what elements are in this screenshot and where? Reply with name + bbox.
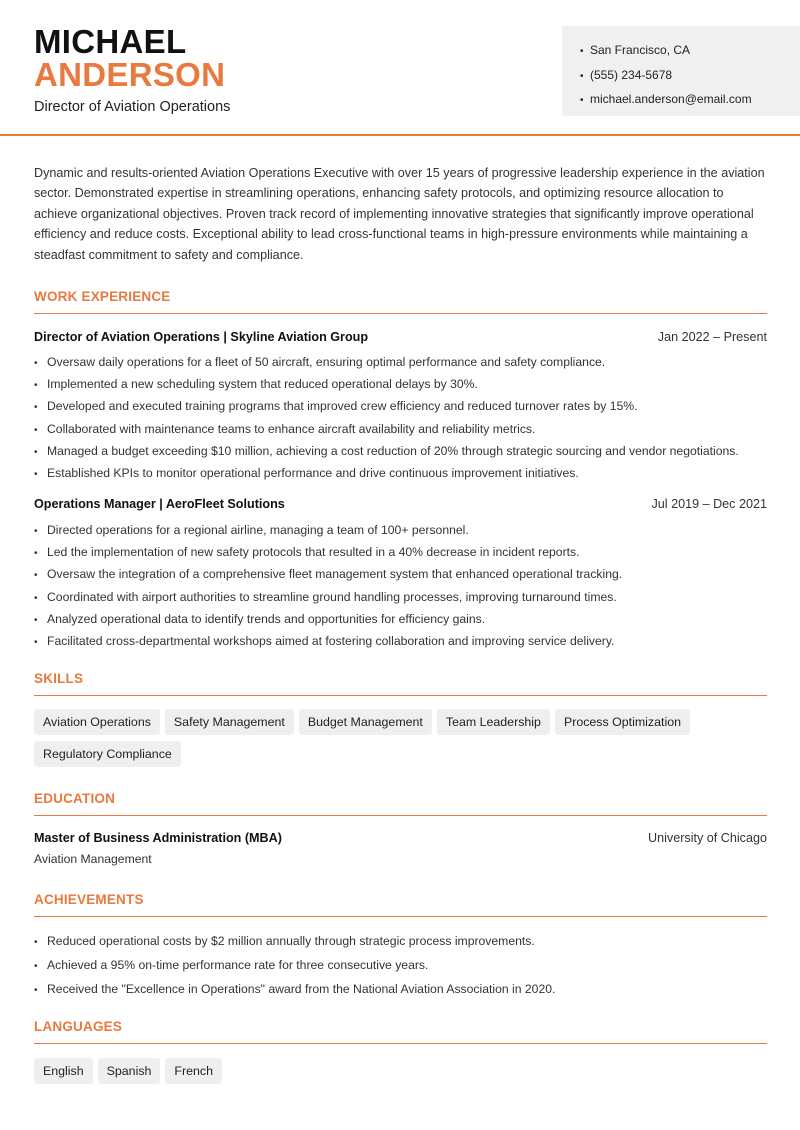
list-item: • Achieved a 95% on-time performance rate for three consecutive years. xyxy=(34,954,774,978)
bullet-icon: • xyxy=(580,95,584,106)
language-chip: English xyxy=(34,1058,93,1084)
list-item: • Implemented a new scheduling system that reduced operational delays by 30%. xyxy=(34,374,774,396)
list-item: • Received the "Excellence in Operations" award from the National Aviation Association in 2020. xyxy=(34,978,774,1002)
list-item: • Oversaw the integration of a comprehensive fleet management system that enhanced operational tracking. xyxy=(34,564,774,586)
skill-chip: Budget Management xyxy=(299,709,432,735)
summary-paragraph: Dynamic and results-oriented Aviation Operations Executive with over 15 years of progressive leadership experience in the aviation sector. Demonstrated expertise in streamlining operations, enhancing safety protocols, and optimizing resource allocation to achieve organizational objectives. Proven track record of implementing innovative strategies that significantly improve operational efficiency and reduce costs. Exceptional ability to lead cross-functional teams in high-pressure environments while maintaining a steadfast commitment to safety and compliance. xyxy=(34,166,765,262)
list-item: • Oversaw daily operations for a fleet of 50 aircraft, ensuring optimal performance and safety compliance. xyxy=(34,352,774,374)
skill-chip: Regulatory Compliance xyxy=(34,741,181,767)
bullet-icon: • xyxy=(580,70,584,82)
bullet-icon: • xyxy=(34,548,38,560)
list-item: • Collaborated with maintenance teams to enhance aircraft availability and reliability metrics. xyxy=(34,419,774,441)
contact-location: • San Francisco, CA xyxy=(580,39,800,64)
job-title: Director of Aviation Operations xyxy=(34,99,231,115)
contact-box xyxy=(562,26,800,116)
job-role: Operations Manager | AeroFleet Solutions xyxy=(34,497,285,511)
school: University of Chicago xyxy=(648,831,767,845)
contact-email: • michael.anderson@email.com xyxy=(580,88,800,113)
skills-list xyxy=(34,709,774,773)
section-title-work: WORK EXPERIENCE xyxy=(34,289,767,314)
list-item: • Analyzed operational data to identify trends and opportunities for efficiency gains. xyxy=(34,609,774,631)
bullet-icon: • xyxy=(34,469,38,481)
skill-chip: Team Leadership xyxy=(437,709,550,735)
field-of-study: Aviation Management xyxy=(34,852,152,866)
list-item: • Directed operations for a regional airline, managing a team of 100+ personnel. xyxy=(34,520,774,542)
bullet-icon: • xyxy=(34,592,38,604)
list-item: • Established KPIs to monitor operational performance and drive continuous improvement initiatives. xyxy=(34,463,774,485)
language-chip: Spanish xyxy=(98,1058,161,1084)
language-chip: French xyxy=(165,1058,222,1084)
bullet-icon: • xyxy=(34,637,38,649)
list-item: • Reduced operational costs by $2 million annually through strategic process improvements. xyxy=(34,930,774,954)
bullet-icon: • xyxy=(34,614,38,626)
bullet-icon: • xyxy=(34,985,38,996)
list-item: • Managed a budget exceeding $10 million, achieving a cost reduction of 20% through strategic sourcing and vendor negotiations. xyxy=(34,441,774,463)
last-name: ANDERSON xyxy=(34,56,226,93)
bullet-icon: • xyxy=(34,424,38,436)
contact-phone: • (555) 234-5678 xyxy=(580,64,800,89)
section-title-languages: LANGUAGES xyxy=(34,1019,767,1044)
job-dates: Jan 2022 – Present xyxy=(657,330,767,344)
list-item: • Led the implementation of new safety protocols that resulted in a 40% decrease in incident reports. xyxy=(34,542,774,564)
bullet-icon: • xyxy=(34,402,38,414)
bullet-icon: • xyxy=(34,446,38,458)
section-title-education: EDUCATION xyxy=(34,791,767,816)
resume-header xyxy=(0,0,800,136)
job-header xyxy=(34,497,767,511)
bullet-icon: • xyxy=(34,570,38,582)
job-bullets xyxy=(34,520,774,653)
section-title-achievements: ACHIEVEMENTS xyxy=(34,892,767,917)
bullet-icon: • xyxy=(34,380,38,392)
first-name: MICHAEL xyxy=(34,23,187,60)
degree: Master of Business Administration (MBA) xyxy=(34,831,282,845)
skill-chip: Safety Management xyxy=(165,709,294,735)
bullet-icon: • xyxy=(34,358,38,369)
list-item: • Developed and executed training programs that improved crew efficiency and reduced turnover rates by 15%. xyxy=(34,396,774,418)
job-header xyxy=(34,330,767,344)
languages-list xyxy=(34,1058,774,1090)
section-title-skills: SKILLS xyxy=(34,671,767,696)
list-item: • Facilitated cross-departmental workshops aimed at fostering collaboration and improving service delivery. xyxy=(34,631,774,653)
job-bullets xyxy=(34,352,774,485)
bullet-icon: • xyxy=(34,937,38,948)
skill-chip: Aviation Operations xyxy=(34,709,160,735)
bullet-icon: • xyxy=(34,526,38,537)
education-header xyxy=(34,831,767,845)
bullet-icon: • xyxy=(34,961,38,972)
list-item: • Coordinated with airport authorities to streamline ground handling processes, improving turnaround times. xyxy=(34,587,774,609)
bullet-icon: • xyxy=(580,46,584,57)
achievements-list xyxy=(34,930,774,1002)
job-role: Director of Aviation Operations | Skyline Aviation Group xyxy=(34,330,369,344)
job-dates: Jul 2019 – Dec 2021 xyxy=(651,497,767,511)
skill-chip: Process Optimization xyxy=(555,709,690,735)
